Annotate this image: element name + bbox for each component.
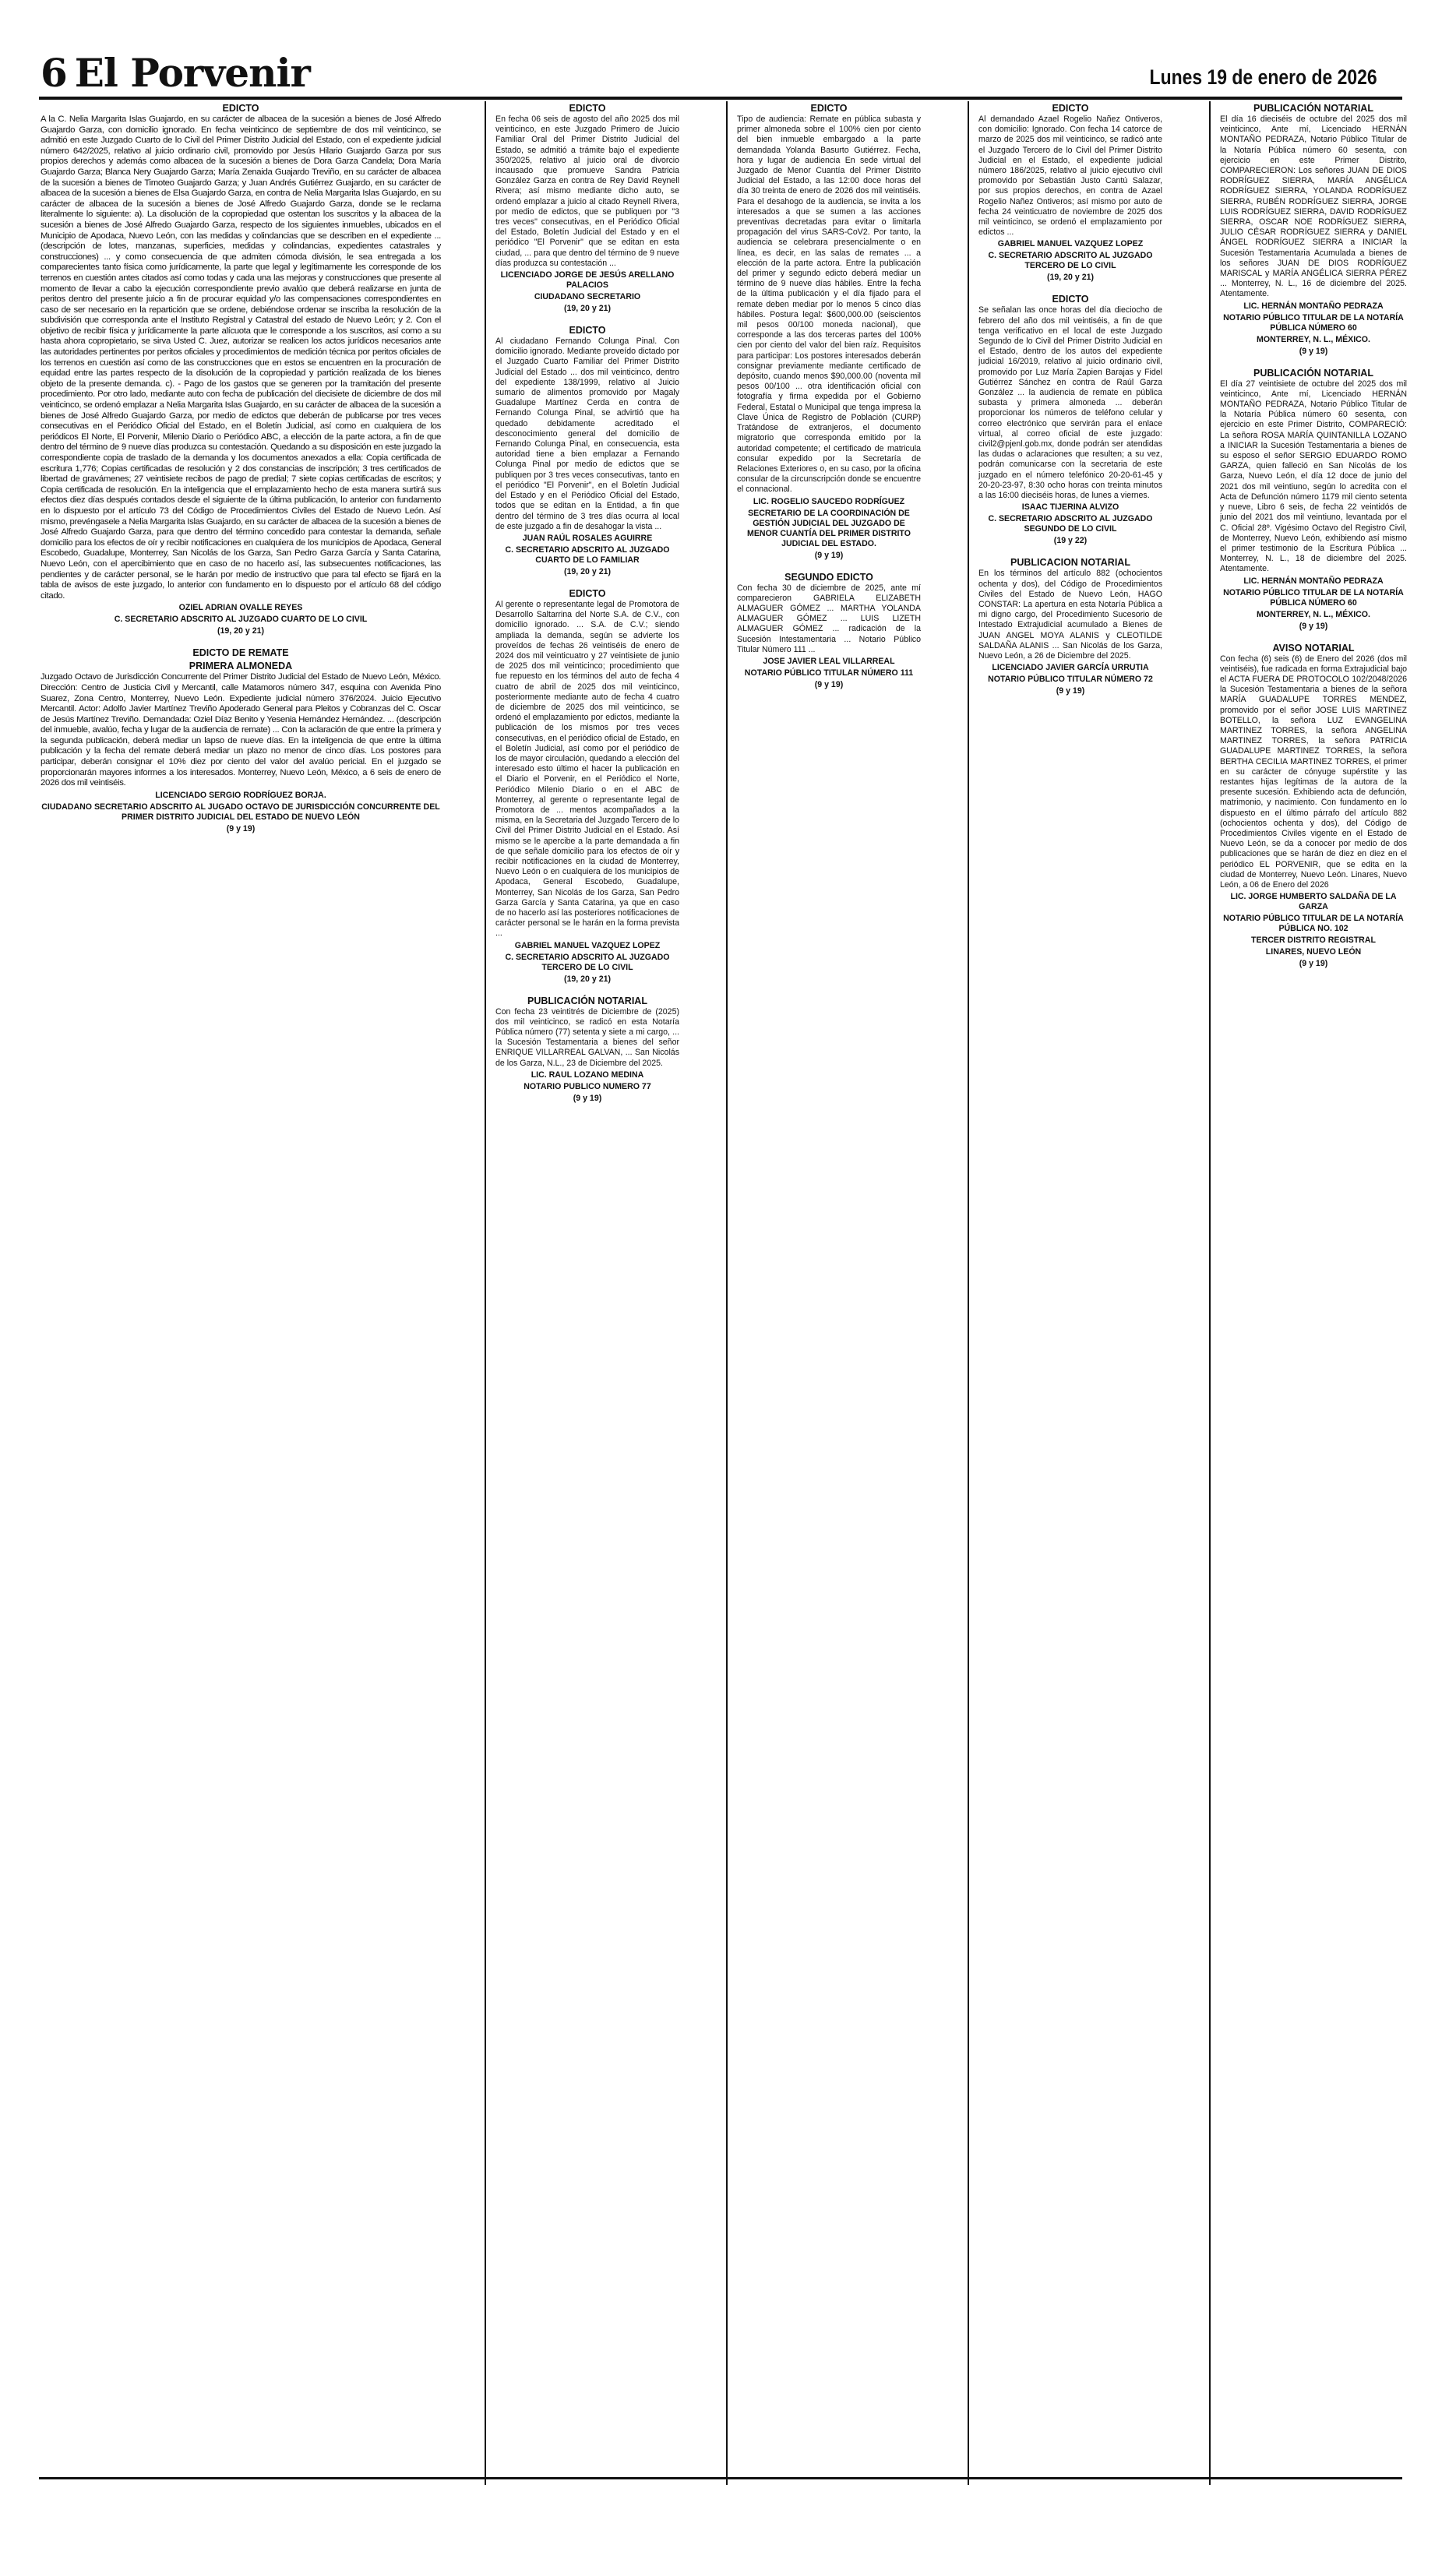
notice-title: EDICTO [810,103,848,114]
notice [978,294,1162,546]
notice-signature-line: GABRIEL MANUEL VAZQUEZ LOPEZ [514,940,661,950]
column-divider [485,101,486,2485]
notice [495,588,679,985]
notice-signature-line: CIUDADANO SECRETARIO [534,292,641,302]
notice-signature-line: C. SECRETARIO ADSCRITO AL JUZGADO CUARTO DE LO CIVIL [114,615,368,625]
notice-signature-line: (19, 20 y 21) [217,626,265,636]
notice-signature-line: ISAAC TIJERINA ALVIZO [1021,502,1119,513]
notice-signature-line: NOTARIO PÚBLICO TITULAR NÚMERO 72 [988,675,1153,685]
notice-signature-line: (9 y 19) [814,550,844,560]
notice-signature-line: (9 y 19) [1299,621,1328,631]
column-2 [495,101,679,2469]
column-divider [726,101,728,2485]
column-5 [1220,101,1407,2469]
masthead [41,50,1441,101]
notice-body: Al demandado Azael Rogelio Nañez Ontiveros, con domicilio: Ignorado. Con fecha 14 catorce de marzo de 2025 dos mil veinticinco, se radicó ante el Juzgado Tercero de lo Civil del Primer Distrito Judicial en el Estado, el expediente judicial número 186/2025, relativo al juicio ejecutivo civil promovido por Sebastián Justo Cantú Salazar, por sus propios derechos, en contra de Azael Rogelio Nañez Ontiveros; así mismo por auto de fecha 24 veinticuatro de noviembre de 2025 dos mil veinticinco, se ordenó el emplazamiento por edictos ... [978,115,1162,238]
notice [978,103,1162,283]
notice [737,572,921,690]
notice-body: El día 16 dieciséis de octubre del 2025 dos mil veinticinco, Ante mí, Licenciado HERNÁN MONTAÑO PEDRAZA, Notario Público Titular de la Notaría Pública número 60 sesenta, con ejercicio en este Primer Distrito, COMPARECIERON: Los señores JUAN DE DIOS RODRÍGUEZ SIERRA, MARÍA ANGÉLICA RODRÍGUEZ SIERRA, YOLANDA RODRÍGUEZ SIERRA, RUBÉN RODRÍGUEZ SIERRA, JORGE LUIS RODRÍGUEZ SIERRA, DAVID RODRÍGUEZ SIERRA, OSCAR NOE RODRÍGUEZ SIERRA, JULIO CÉSAR RODRÍGUEZ SIERRA y DANIEL ÁNGEL RODRÍGUEZ SIERRA a INICIAR la Sucesión Testamentaria Acumulada a bienes de los señores JUAN DE DIOS RODRÍGUEZ MARISCAL y MARÍA ANGÉLICA SIERRA PÉREZ ... Monterrey, N. L., 16 de diciembre del 2025. Atentamente. [1220,115,1407,299]
notice-signature-line: (19 y 22) [1053,536,1088,546]
notice-title: EDICTO [222,103,259,114]
notice-signature-line: (9 y 19) [1299,959,1328,969]
header-rule [39,97,1402,100]
notice-title: EDICTO [569,103,606,114]
notice [495,996,679,1104]
notice [1220,368,1407,632]
notice-body: Juzgado Octavo de Jurisdicción Concurrente del Primer Distrito Judicial del Estado de Nuevo León, México. Dirección: Centro de Justicia Civil y Mercantil, calle Matamoros número 347, esquina con Avenida Pino Suarez, Zona Centro, Monterrey, Nuevo León. Expediente judicial número 376/2024. Juicio Ejecutivo Mercantil. Actor: Adolfo Javier Martínez Treviño Apoderado General para Pleitos y Cobranzas del C. Oscar de Jesús Martínez Treviño. Demandada: Oziel Díaz Benito y Yesenia Hernández Hernández. ... (descripción del inmueble, avalúo, fecha y lugar de la audiencia de remate) ... Con la aclaración de que entre la primera y la segunda publicación, deberá mediar un lapso de nueve días. En la inteligencia de que entre la última publicación y la fecha del remate deberá mediar un plazo no menor de cinco días. Los postores para participar, deberán consignar el 10% diez por ciento del valor del avalúo pericial. En el juzgado se proporcionarán mayores informes a los interesados. Monterrey, Nuevo León, México, a 6 seis de enero de 2026 dos mil veintiséis. [41,672,441,788]
page-title [41,50,310,96]
notice [41,647,441,834]
notice-title: AVISO NOTARIAL [1272,642,1355,654]
notice-title: EDICTO DE REMATE [192,647,289,659]
notice-title: PUBLICACIÓN NOTARIAL [1253,103,1373,114]
column-3 [737,101,921,2469]
notice-signature-line: TERCER DISTRITO REGISTRAL [1251,936,1376,946]
notice-title: EDICTO [569,325,606,337]
notice-signature-line: C. SECRETARIO ADSCRITO AL JUZGADO CUARTO DE LO FAMILIAR [505,544,670,565]
notice-body: A la C. Nelia Margarita Islas Guajardo, en su carácter de albacea de la sucesión a bienes de José Alfredo Guajardo Garza, con domicilio ignorado. En fecha veinticinco de septiembre de dos mil veinticinco, se admitió en este Juzgado Cuarto de lo Civil del Primer Distrito Judicial del Estado, con el expediente judicial número 642/2025, relativo al juicio ordinario civil, promovido por Jesús Hilario Guajardo Garza por sus propios derechos y además como albacea de la sucesión a bienes de Dora Garza Candela; Dora María Guajardo Garza; Blanca Nery Guajardo Garza; María Zenaida Guajardo Treviño, en su carácter de albacea de la sucesión a bienes de Timoteo Guajardo Garza; y Juan Andrés Gutiérrez Guajardo, en su carácter de albacea de la sucesión a bienes de Elsa Guajardo Garza, en contra de Nelia Margarita Islas Guajardo, en su carácter de albacea de la sucesión a bienes de José Alfredo Guajardo Garza, donde se le reclama literalmente lo siguiente: a). La disolución de la copropiedad que ostentan los suscritos y la albacea de la sucesión a bienes de José Alfredo Guajardo Garza, respecto de los siguientes inmuebles, ubicados en el Municipio de Apodaca, Nuevo León, con las medidas y colindancias que se describen en el expediente ... (descripción de lotes, manzanas, superficies, medidas y colindancias, expedientes catastrales y construcciones) ... y como consecuencia de que admiten cómoda división, le sea entregada a los comparecientes tanto física como jurídicamente, la parte que legal y legítimamente les corresponde de los terrenos en cuestión antes citados así como todas y cada una las mejoras y construcciones que presente al momento de llevar a cabo la ejecución correspondiente previo avalúo que deberá realizarse en junta de peritos dentro del presente juicio a fin de procurar equidad y/o las compensaciones correspondientes en caso de ser necesario en la repartición que se ordene, debiéndose ordenar se inscriba la resolución de la subdivisión que corresponda ante el Instituto Registral y Catastral del estado de Nuevo León; y 2. Con el objetivo de recibir física y jurídicamente la parte alícuota que le corresponde a los suscritos, así como a su hasta ahora copropietario, se sirva Usted C. Juez, autorizar se realicen los actos jurídicos necesarios ante las autoridades pertinentes por peritos oficiales y procedimientos de medición técnica por peritos oficiales de los terrenos en cuestión así como de las construcciones que en estos se encuentren en la procuración de equidad entre las partes respecto de la disolución de la copropiedad y partición realizada de los bienes objeto de la presente demanda. c). - Pago de los gastos que se generen por la tramitación del presente procedimiento. Por otro lado, mediante auto con fecha de publicación del diecisiete de diciembre de dos mil veinticinco, se ordenó emplazar a Nelia Margarita Islas Guajardo, en su carácter de albacea de la sucesión a bienes de José Alfredo Guajardo Garza, por medio de edictos que deberán de publicarse por tres veces consecutivas en el Periódico Oficial del Estado, en el Boletín Judicial, así como en cualquiera de los periódicos El Norte, El Porvenir, Milenio Diario o Periódico ABC, a elección de la parte actora, a fin de que dentro del término de 9 nueve días produzca su contestación. Quedando a su disposición en este juzgado la correspondiente copia de traslado de la demanda y los documentos anexados a ella: Copia certificada de escritura 1,776; Copias certificadas de resolución y 2 dos constancias de inscripción; 3 tres certificados de libertad de gravámenes; 27 veintisiete recibos de pago de predial; 7 siete copias certificadas de escritos; y Copia certificada de resolución. En la inteligencia que el emplazamiento hecho de esta manera surtirá sus efectos diez días después contados desde el siguiente de la última publicación, lo anterior con fundamento en lo dispuesto por el artículo 73 del Código de Procedimientos Civiles del Estado de Nuevo León. Así mismo, prevéngasele a Nelia Margarita Islas Guajardo, en su carácter de albacea de la sucesión a bienes de José Alfredo Guajardo Garza, para que dentro del término concedido para contestar la demanda, señale domicilio para los efectos de oír y recibir notificaciones en cualquiera de los municipios de Apodaca, General Escobedo, Guadalupe, Monterrey, San Nicolás de los Garza, San Pedro Garza García y Santa Catarina, Nuevo León, con el apercibimiento que en caso de no hacerlo así, las subsecuentes notificaciones, las pendientes y de carácter personal, se le harán por medio de instructivo que para tal efecto se fijará en la tabla de avisos de este juzgado, lo anterior con fundamento en lo dispuesto por el artículo 68 del código citado. [41,115,441,601]
notice-signature-line: LIC. HERNÁN MONTAÑO PEDRAZA [1243,576,1384,586]
notice-signature-line: (19, 20 y 21) [1046,273,1095,283]
notice-title: PUBLICACION NOTARIAL [1010,557,1130,569]
notice-signature-line: NOTARIO PÚBLICO TITULAR DE LA NOTARÍA PÚBLICA NÚMERO 60 [1223,312,1404,333]
notice-title: EDICTO [1052,294,1089,305]
notice-subtitle: PRIMERA ALMONEDA [189,661,293,672]
notice-signature-line: LICENCIADO JORGE DE JESÚS ARELLANO PALACIOS [500,270,675,291]
notice-signature-line: MONTERREY, N. L., MÉXICO. [1257,334,1370,344]
column-divider [1209,101,1211,2485]
notice-title: EDICTO [1052,103,1089,114]
notice-title: SEGUNDO EDICTO [784,571,873,583]
notice [978,557,1162,696]
notice-title: PUBLICACIÓN NOTARIAL [527,995,647,1006]
notice-body: Con fecha 23 veintitrés de Diciembre de (2025) dos mil veinticinco, se radicó en esta Notaría Pública número (77) setenta y siete a mi cargo, ... la Sucesión Testamentaria a bienes del señor ENRIQUE VILLARREAL GALVAN, ... San Nicolás de los Garza, N.L., 23 de Diciembre del 2025. [495,1006,679,1068]
notice [1220,103,1407,357]
notice-body: Con fecha 30 de diciembre de 2025, ante mí comparecieron GABRIELA ELIZABETH ALMAGUER GÓMEZ ... MARTHA YOLANDA ALMAGUER GÓMEZ ... LUIS LIZETH ALMAGUER GÓMEZ ... radicación de la Sucesión Intestamentaria ... Notario Público Titular Número 111 ... [737,583,921,654]
paper-name: El Porvenir [74,50,310,96]
notice-title: PUBLICACIÓN NOTARIAL [1253,367,1373,379]
notice-signature-line: NOTARIO PÚBLICO TITULAR NÚMERO 111 [744,668,914,678]
notice-signature-line: (9 y 19) [1056,686,1085,696]
notice-signature-line: (19, 20 y 21) [563,566,612,576]
notice-signature-line: C. SECRETARIO ADSCRITO AL JUZGADO TERCERO DE LO CIVIL [988,251,1153,271]
notice-signature-line: NOTARIO PUBLICO NUMERO 77 [524,1081,651,1091]
notice-signature-line: JOSE JAVIER LEAL VILLARREAL [763,656,895,666]
notice-signature-line: LIC. RAUL LOZANO MEDINA [531,1070,644,1080]
notice [495,325,679,577]
notice-signature-line: C. SECRETARIO ADSCRITO AL JUZGADO SEGUNDO DE LO CIVIL [988,514,1153,534]
column-divider [968,101,969,2485]
notice-signature-line: LIC. ROGELIO SAUCEDO RODRÍGUEZ [753,496,905,506]
notice-body: El día 27 veintisiete de octubre del 2025 dos mil veinticinco, Ante mí, Licenciado HERNÁN MONTAÑO PEDRAZA, Notario Público Titular de la Notaría Pública número 60 sesenta, con ejercicio en este Primer Distrito, COMPARECIÓ: La señora ROSA MARÍA QUINTANILLA LOZANO a INICIAR la Sucesión Testamentaria a bienes de su esposo el señor SERGIO EDUARDO ROMO GARZA, quien falleció en San Nicolás de los Garza, Nuevo León, el día 12 doce de junio del 2021 dos mil veintiuno, según lo acredita con el Acta de Defunción número 1179 mil ciento setenta y nueve, Libro 6 seis, de fecha 22 veintidós de junio del 2021 dos mil veintiuno, levantada por el C. Oficial 28º. Vigésimo Octavo del Registro Civil, de Monterrey, Nuevo León, exhibiendo así mismo el primer testimonio de la Escritura Pública ... Monterrey, N. L., 18 de diciembre del 2025. Atentamente. [1220,379,1407,574]
notice-body: Se señalan las once horas del día dieciocho de febrero del año dos mil veintiséis, a fin de que tenga verificativo en el local de este Juzgado Segundo de lo Civil del Primer Distrito Judicial en el Estado, dentro de los autos del expediente judicial 16/2019, relativo al juicio ordinario civil, promovido por Luz María Zapien Barajas y Fidel Gutiérrez Sánchez en contra de Raúl Garza González ... la audiencia de remate en pública subasta y primera almoneda ... deberán proporcionar los números de teléfono celular y correo electrónico que servirán para el enlace virtual, al correo oficial de este juzgado: civil2@pjenl.gob.mx, donde podrán ser atendidas las dudas o aclaraciones que resulten; a su vez, podrán comunicarse con la secretaria de este juzgado en el número telefónico 20-20-61-45 y 20-20-23-97, 8:30 ocho horas con treinta minutos a las 16:00 dieciséis horas, de lunes a viernes. [978,305,1162,501]
notice-signature-line: (9 y 19) [814,679,844,689]
notice [1220,643,1407,970]
notice-signature-line: (9 y 19) [226,823,256,833]
notice-signature-line: CIUDADANO SECRETARIO ADSCRITO AL JUGADO OCTAVO DE JURISDICCIÓN CONCURRENTE DEL PRIMER DISTRITO JUDICIAL DEL ESTADO DE NUEVO LEÓN [41,802,440,822]
column-1 [41,101,441,2461]
notice-body: Tipo de audiencia: Remate en pública subasta y primer almoneda sobre el 100% cien por ciento del bien inmueble embargado a la parte demandada Yolanda Basurto Gutiérrez. Fecha, hora y lugar de audiencia En sede virtual del Juzgado de Menor Cuantía del Primer Distrito Judicial del Estado, a las 12:00 doce horas del día 30 treinta de enero de 2026 dos mil veintiséis. Para el desahogo de la audiencia, se invita a los interesados a que se sumen a las acciones preventivas decretadas para evitar o limitarla propagación del virus SARS-CoV2. Por tanto, la audiencia se celebrara presencialmente o en línea, es decir, en las salas de remates ... a elección de la parte actora. Entre la publicación del primer y segundo edicto deberá mediar un término de 9 nueve días hábiles. Entre la fecha de la última publicación y el día fijado para el remate deben mediar por lo menos 5 cinco días hábiles. Postura legal: $600,000.00 (seiscientos mil pesos 00/100 moneda nacional), que corresponde a las dos terceras partes del 100% cien por ciento del valor del bien raíz. Requisitos para participar: Los postores interesados deberán consignar previamente mediante certificado de depósito, cuando menos $90,000.00 (noventa mil pesos 00/100 ... otra identificación oficial con fotografía y firma expedida por el Gobierno Federal, Estatal o Municipal que tenga impresa la Clave Única de Registro de Población (CURP) Tratándose de extranjeros, el documento migratorio que corresponda emitido por la autoridad competente; el certificado de matricula consular expedido por la Secretaría de Relaciones Exteriores o, en su caso, por la oficina consular de la circunscripción donde se encuentre el connacional. [737,115,921,495]
notice-signature-line: (9 y 19) [1299,346,1328,356]
notice-signature-line: LINARES, NUEVO LEÓN [1265,947,1362,957]
column-4 [978,101,1162,2469]
notice-body: En los términos del artículo 882 (ochocientos ochenta y dos), del Código de Procedimientos Civiles del Estado de Nuevo León, HAGO CONSTAR: La apertura en esta Notaría Pública a mi digno cargo, del Procedimiento Sucesorio de Intestado Extrajudicial acumulado a Bienes de JUAN ANGEL MOYA ALANIS y CLEOTILDE SALDAÑA ALANIS ... San Nicolás de los Garza, Nuevo León, a 26 de Diciembre del 2025. [978,569,1162,661]
notice-signature-line: NOTARIO PÚBLICO TITULAR DE LA NOTARÍA PÚBLICA NO. 102 [1223,914,1404,934]
notice-signature-line: JUAN RAÚL ROSALES AGUIRRE [522,533,653,543]
notice-signature-line: SECRETARIO DE LA COORDINACIÓN DE GESTIÓN JUDICIAL DEL JUZGADO DE MENOR CUANTÍA DEL PRIMER DISTRITO JUDICIAL DEL ESTADO. [747,508,911,548]
notice-signature-line: (9 y 19) [573,1093,602,1103]
notice-signature-line: (19, 20 y 21) [563,304,612,314]
notice-title: EDICTO [569,587,606,599]
notice-signature-line: NOTARIO PÚBLICO TITULAR DE LA NOTARÍA PÚBLICA NÚMERO 60 [1223,587,1404,608]
notice-signature-line: MONTERREY, N. L., MÉXICO. [1257,609,1370,619]
notice-body: Con fecha (6) seis (6) de Enero del 2026 (dos mil veintiséis), fue radicada en forma Extrajudicial bajo el ACTA FUERA DE PROTOCOLO 102/2048/2026 la Sucesión Testamentaria a bienes de la señora MARÍA GUADALUPE TORRES MENDEZ, promovido por el señor JOSE LUIS MARTINEZ BOTELLO, la señora LUZ EVANGELINA MARTINEZ TORRES, la señora ANGELINA MARTINEZ TORRES, la señora PATRICIA GUADALUPE MARTINEZ TORRES, la señora BERTHA CECILIA MARTINEZ TORRES, el primer en su carácter de cónyuge supérstite y las restantes hijas legítimas de la autora de la presente sucesión. Exhibiendo acta de defunción, matrimonio, y nacimiento. Con fundamento en lo dispuesto en el último párrafo del artículo 882 (ochocientos ochenta y dos), del Código de Procedimientos Civiles vigente en el Estado de Nuevo León, se da a conocer por medio de dos publicaciones que se harán de diez en diez en el periódico EL PORVENIR, que se edita en la ciudad de Monterrey, Nuevo León. Linares, Nuevo León, a 06 de Enero del 2026 [1220,654,1407,890]
notice [495,103,679,314]
notice-signature-line: LIC. JORGE HUMBERTO SALDAÑA DE LA GARZA [1230,892,1397,912]
notice-signature-line: LICENCIADO JAVIER GARCÍA URRUTIA [992,663,1149,673]
notice-signature-line: GABRIEL MANUEL VAZQUEZ LOPEZ [997,239,1144,249]
footer-rule [39,2477,1402,2479]
notice-body: Al ciudadano Fernando Colunga Pinal. Con domicilio ignorado. Mediante proveído dictado por el Juzgado Cuarto Familiar del Primer Distrito Judicial del Estado ... dos mil veinticinco, dentro del expediente 138/1999, relativo al Juicio sumario de alimentos promovido por Magaly Guadalupe Martínez Cerda en contra de Fernando Colunga Pinal, se advirtió que ha quedado debidamente acreditado el desconocimiento general del domicilio de Fernando Colunga Pinal, en consecuencia, esta autoridad tiene a bien emplazar a Fernando Colunga Pinal por medio de edictos que se publiquen por 3 tres veces consecutivas, tanto en el periódico "El Porvenir", en el Boletín Judicial del Estado y en el Periódico Oficial del Estado, todos que se editan en la Entidad, a fin que dentro del término de 3 tres días ocurra al local de este juzgado a fin de desahogar la vista ... [495,337,679,531]
notice-signature-line: (19, 20 y 21) [563,974,612,984]
notice-signature-line: OZIEL ADRIAN OVALLE REYES [178,603,303,613]
notice-signature-line: LIC. HERNÁN MONTAÑO PEDRAZA [1243,301,1384,311]
issue-date: Lunes 19 de enero de 2026 [1149,65,1377,89]
notice [41,103,441,636]
notice-signature-line: C. SECRETARIO ADSCRITO AL JUZGADO TERCERO DE LO CIVIL [505,952,670,972]
notice-body: En fecha 06 seis de agosto del año 2025 dos mil veinticinco, en este Juzgado Primero de Juicio Familiar Oral del Primer Distrito Judicial del Estado, se admitió a trámite bajo el expediente 350/2025, relativo al juicio oral de divorcio incausado que promueve Sandra Patricia González Garza en contra de Rey David Reynell Rivera; así mismo mediante dicho auto, se ordenó emplazar a juicio al citado Reynell Rivera, por medio de edictos, que se publiquen por "3 tres veces" consecutivas, en el Periódico Oficial del Estado, Boletín Judicial del Estado y en el periódico "El Porvenir" que se editan en esta ciudad, ... para que dentro del término de 9 nueve días produzca su contestación ... [495,115,679,268]
notice [737,103,921,561]
notice-body: Al gerente o representante legal de Promotora de Desarrollo Saltarrina del Norte S.A. de C.V., con domicilio ignorado. ... S.A. de C.V.; siendo ampliada la demanda, según se advierte los proveídos de fechas 26 veintiséis de enero de 2024 dos mil veinticuatro y 27 veintisiete de junio de 2025 dos mil veinticinco; procedimiento que fue repuesto en los términos del auto de fecha 4 cuatro de abril de 2025 dos mil veinticinco, posteriormente mediante auto de fecha 4 cuatro de diciembre de 2025 dos mil veinticinco, se ordenó el emplazamiento por edictos, mediante la publicación de los mismos por tres veces consecutivas, en el periódico oficial de Estado, en el Boletín Judicial, así como por el periódico de los de mayor circulación, quedando a elección del interesado esto último el hacer la publicación en el Diario el Porvenir, en el Periódico el Norte, Periódico Milenio Diario o en el ABC de Monterrey, al gerente o representante legal de Promotora de ... mentos acompañados a la misma, en la Secretaria del Juzgado Tercero de lo Civil del Primer Distrito Judicial en el Estado. Así mismo se le apercibe a la parte demandada a fin de que señale domicilio para los efectos de oír y recibir notificaciones en la ciudad de Monterrey, Nuevo León o en cualquiera de los municipios de Apodaca, General Escobedo, Guadalupe, Monterrey, San Nicolás de los Garza, San Pedro Garza García y Santa Catarina, ya que en caso de no hacerlo así las posteriores notificaciones de carácter personal se le harán en la forma prevista ... [495,599,679,939]
page-number: 6 [41,50,67,96]
notice-signature-line: LICENCIADO SERGIO RODRÍGUEZ BORJA. [155,790,326,800]
